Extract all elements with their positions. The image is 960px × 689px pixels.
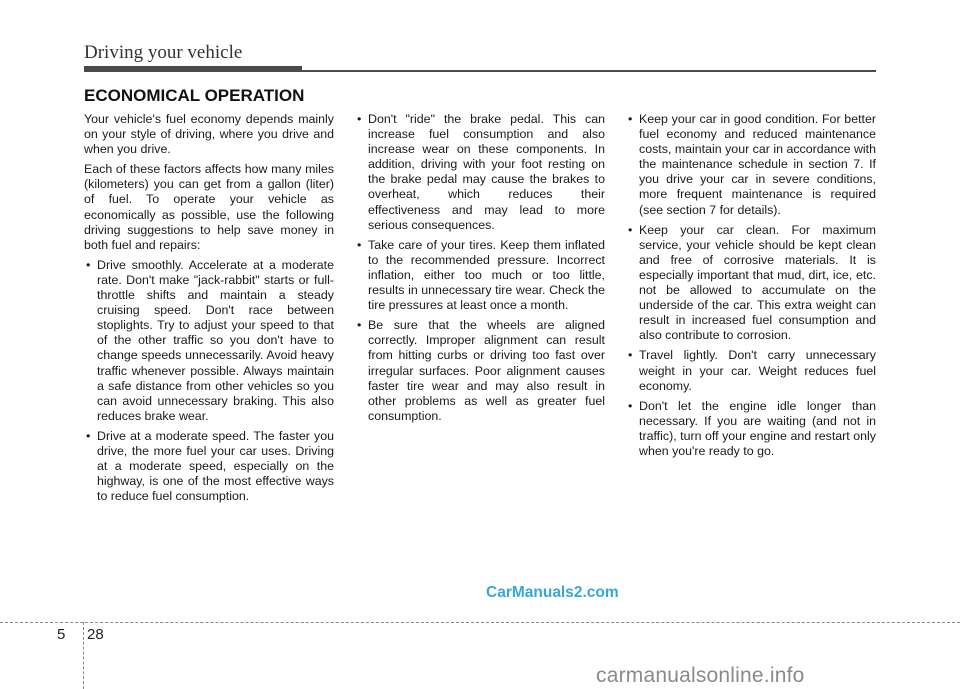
header-rule — [302, 70, 876, 72]
list-item-moderate-speed: • Drive at a moderate speed. The faster you drive, the more fuel your car uses. Driving at a moderate speed, especially on the highway, is one of the most effective ways to reduce fuel consumption. — [84, 429, 334, 504]
list-item-good-condition: • Keep your car in good condition. For better fuel economy and reduced maintenance costs, maintain your car in accordance with the maintenance schedule in section 7. If you drive your car in severe conditions, more frequent maintenance is required (see section 7 for details). — [626, 112, 876, 218]
footer-divider — [83, 622, 84, 689]
list-item-wheel-alignment: • Be sure that the wheels are aligned correctly. Improper alignment can result from hitting curbs or driving too fast over irregular surfaces. Poor alignment causes faster tire wear and may also result in other problems as well as greater fuel consumption. — [355, 318, 605, 424]
list-item-tires: • Take care of your tires. Keep them inflated to the recommended pressure. Incorrect inflation, either too much or too little, results in unnecessary tire wear. Check the tire pressures at least once a month. — [355, 238, 605, 313]
footer-watermark: carmanualsonline.info — [596, 664, 805, 687]
list-item-engine-idle: • Don't let the engine idle longer than necessary. If you are waiting (and not in traffic), turn off your engine and restart only when you're ready to go. — [626, 399, 876, 459]
header-title: Driving your vehicle — [84, 42, 243, 63]
page-number: 28 — [87, 626, 104, 643]
column-2 — [355, 112, 605, 429]
list-item-keep-clean: • Keep your car clean. For maximum service, your vehicle should be kept clean and free of corrosive materials. It is especially important that mud, dirt, ice, etc. not be allowed to accumulate on the underside of the car. This extra weight can result in increased fuel consumption and also contribute to corrosion. — [626, 223, 876, 344]
intro-paragraph: Your vehicle's fuel economy depends mainly on your style of driving, where you drive and when you drive. — [84, 112, 334, 157]
list-item-travel-lightly: • Travel lightly. Don't carry unnecessary weight in your car. Weight reduces fuel economy. — [626, 348, 876, 393]
column-1 — [84, 112, 334, 509]
page-section-number: 5 — [57, 626, 66, 643]
footer-rule — [0, 622, 960, 623]
factors-paragraph: Each of these factors affects how many miles (kilometers) you can get from a gallon (liter) of fuel. To operate your vehicle as economically as possible, use the following driving suggestions to help save money in both fuel and repairs: — [84, 162, 334, 252]
watermark-link[interactable]: CarManuals2.com — [486, 584, 619, 601]
list-item-brake-pedal: • Don't "ride" the brake pedal. This can increase fuel consumption and also increase wear on these components. In addition, driving with your foot resting on the brake pedal may cause the brakes to overheat, which reduces their effectiveness and may lead to more serious consequences. — [355, 112, 605, 233]
header-bar — [84, 66, 302, 72]
section-title: ECONOMICAL OPERATION — [84, 86, 305, 105]
list-item-drive-smoothly: • Drive smoothly. Accelerate at a moderate rate. Don't make "jack-rabbit" starts or full-throttle shifts and maintain a steady cruising speed. Don't race between stoplights. Try to adjust your speed to that of the other traffic so you don't have to change speeds unnecessarily. Avoid heavy traffic whenever possible. Always maintain a safe distance from other vehicles so you can avoid unnecessary braking. This also reduces brake wear. — [84, 258, 334, 424]
column-3 — [626, 112, 876, 464]
